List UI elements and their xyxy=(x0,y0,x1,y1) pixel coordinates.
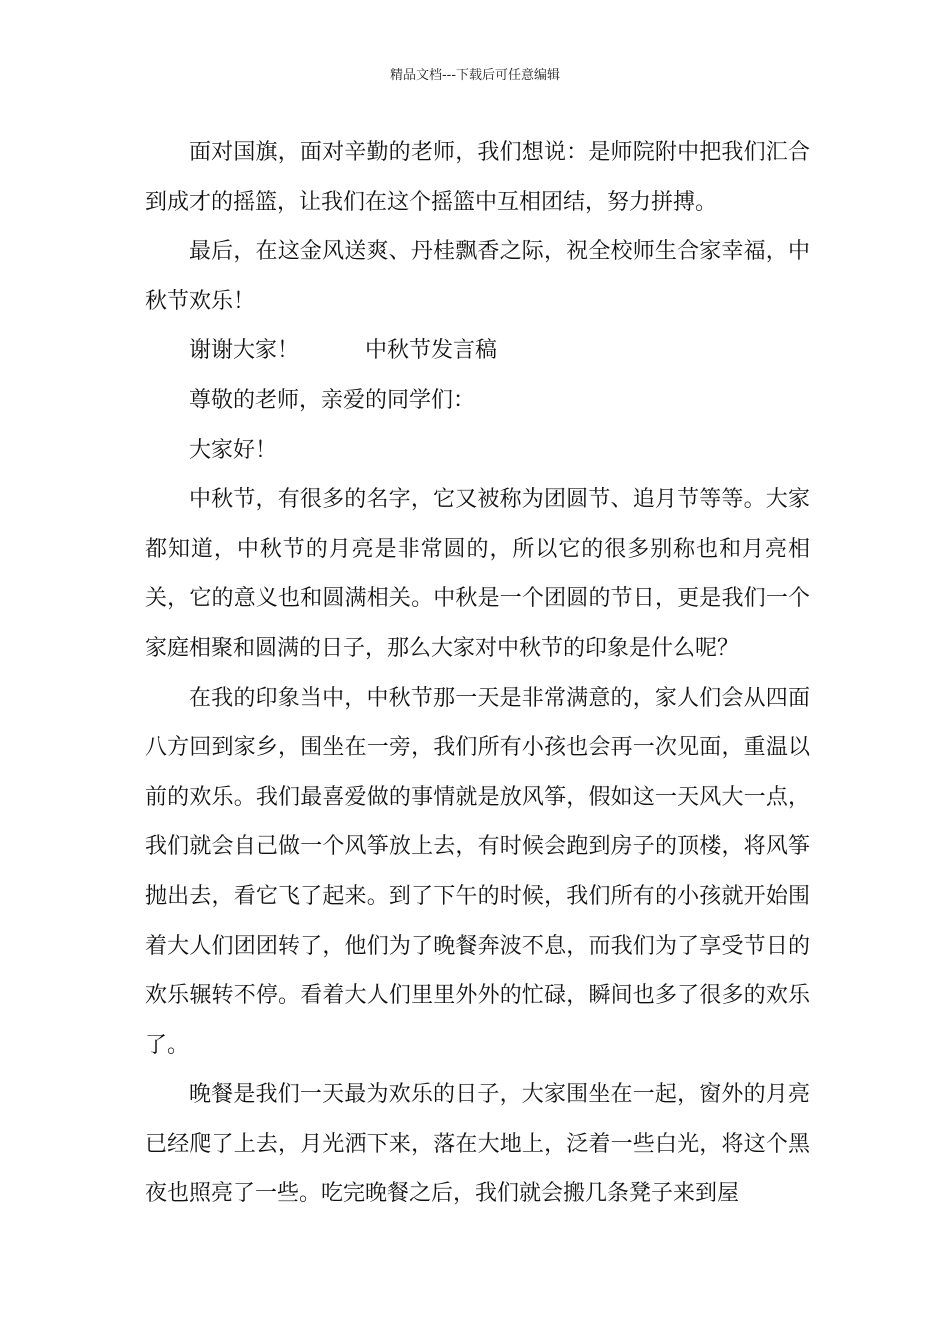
paragraph: 中秋节，有很多的名字，它又被称为团圆节、追月节等等。大家都知道，中秋节的月亮是非常圆的，所以它的很多别称也和月亮相关，它的意义也和圆满相关。中秋是一个团圆的节日，更是我们一个家庭相聚和圆满的日子，那么大家对中秋节的印象是什么呢？ xyxy=(145,487,810,661)
speech-title: 中秋节发言稿 xyxy=(365,338,498,364)
paragraph: 在我的印象当中，中秋节那一天是非常满意的，家人们会从四面八方回到家乡，围坐在一旁，我们所有小孩也会再一次见面，重温以前的欢乐。我们最喜爱做的事情就是放风筝，假如这一天风大一点，我们就会自己做一个风筝放上去，有时候会跑到房子的顶楼，将风筝抛出去，看它飞了起来。到了下午的时候，我们所有的小孩就开始围着大人们团团转了，他们为了晚餐奔波不息，而我们为了享受节日的欢乐辗转不停。看着大人们里里外外的忙碌，瞬间也多了很多的欢乐了。 xyxy=(145,685,810,1058)
paragraph: 晚餐是我们一天最为欢乐的日子，大家围坐在一起，窗外的月亮已经爬了上去，月光洒下来，落在大地上，泛着一些白光，将这个黑夜也照亮了一些。吃完晚餐之后，我们就会搬几条凳子来到屋 xyxy=(145,1082,810,1207)
salutation: 尊敬的老师，亲爱的同学们： xyxy=(189,387,476,413)
greeting: 大家好！ xyxy=(189,437,278,463)
thanks-line xyxy=(145,326,810,376)
paragraph: 面对国旗，面对辛勤的老师，我们想说：是师院附中把我们汇合到成才的摇篮，让我们在这个摇篮中互相团结，努力拼搏。 xyxy=(145,140,810,215)
document-body xyxy=(145,128,810,1219)
paragraph: 最后，在这金风送爽、丹桂飘香之际，祝全校师生合家幸福，中秋节欢乐！ xyxy=(145,239,810,314)
page-header: 精品文档---下载后可任意编辑 xyxy=(389,68,561,83)
thanks-text: 谢谢大家！ xyxy=(189,338,300,364)
